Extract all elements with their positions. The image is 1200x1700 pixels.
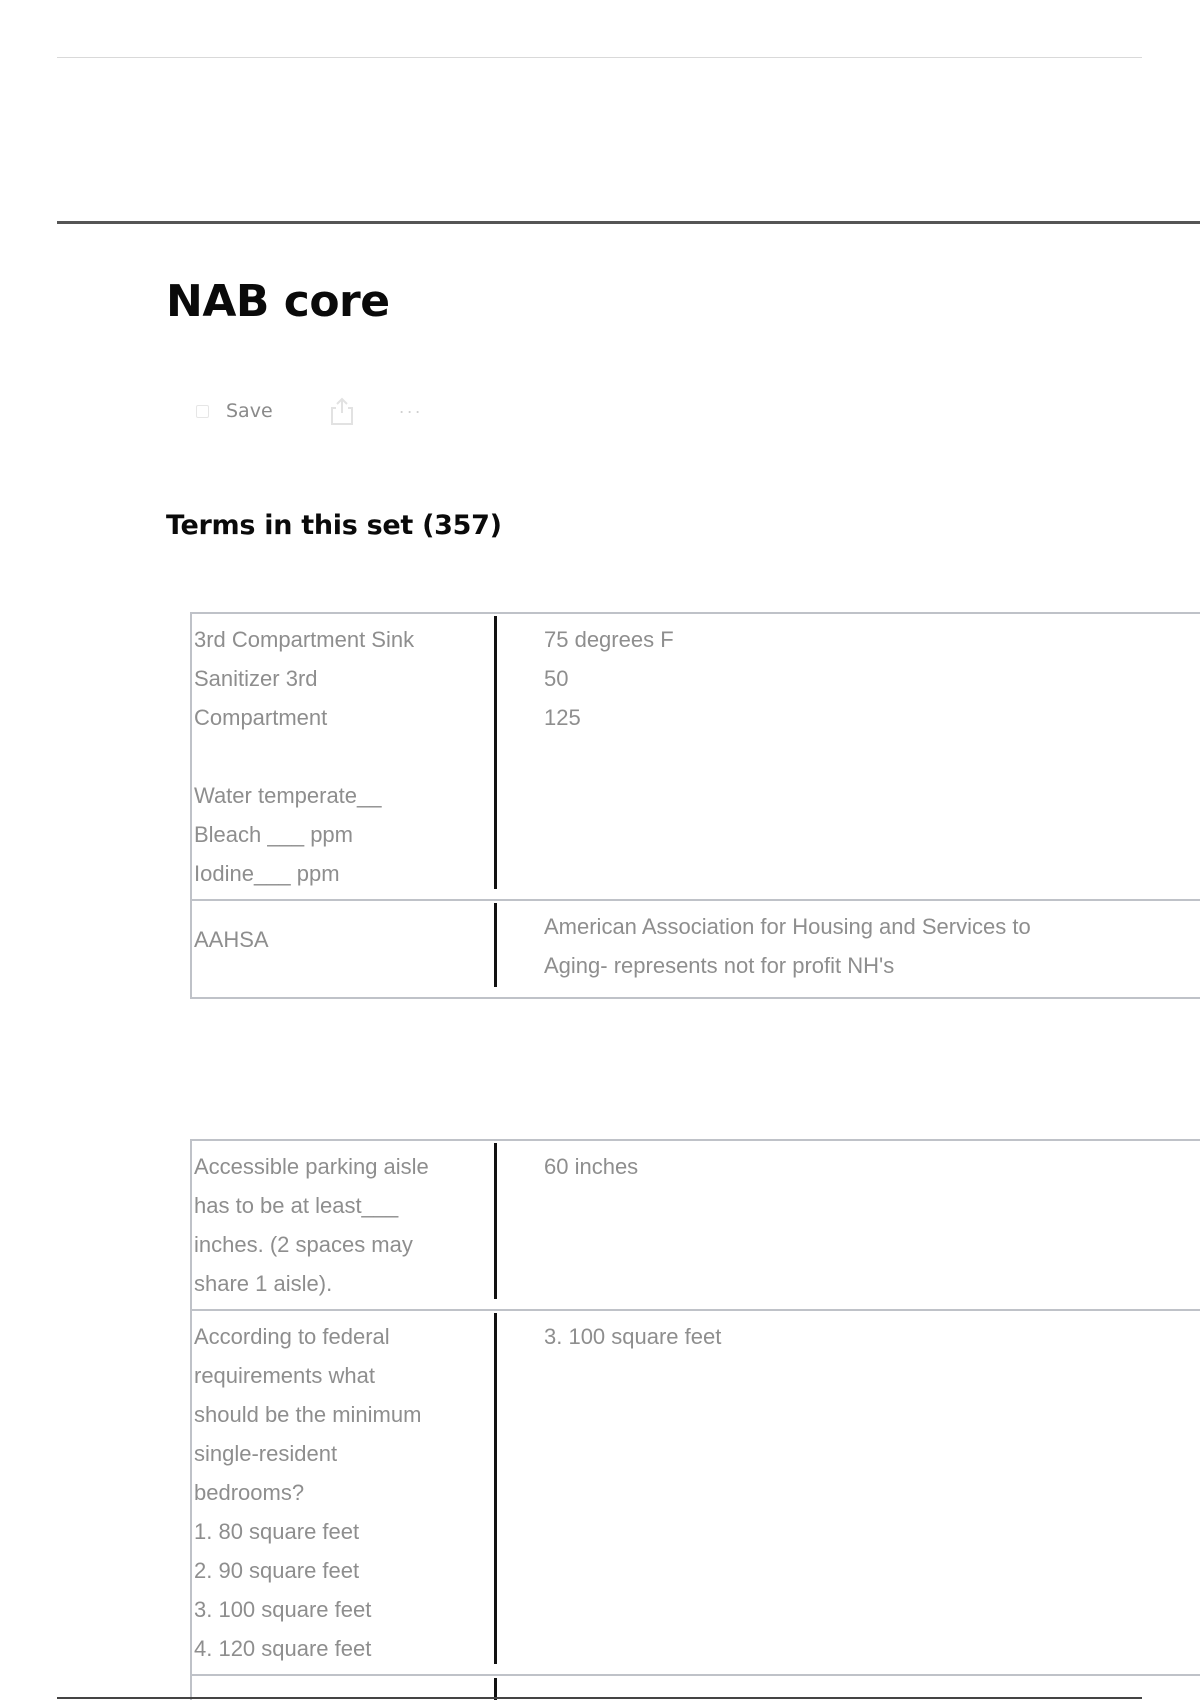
term-definition-divider <box>494 1143 497 1299</box>
definition-text: 3. 100 square feet <box>544 1324 722 1349</box>
bottom-divider <box>57 1697 1142 1699</box>
set-toolbar <box>196 396 423 426</box>
term-card[interactable] <box>192 1311 1200 1676</box>
terms-table <box>190 1139 1200 1700</box>
definition-text: 60 inches <box>544 1154 639 1179</box>
term-text: According to federal requirements what should be the minimum single-resident bedrooms? 1. 80 square feet 2. 90 square feet 3. 100 square feet 4. 120 square feet <box>194 1324 422 1661</box>
header-divider <box>57 221 1200 224</box>
term-card[interactable] <box>192 1141 1200 1311</box>
top-divider <box>57 57 1142 58</box>
terms-count-heading: Terms in this set (357) <box>166 510 502 541</box>
save-checkbox-icon[interactable] <box>196 405 209 418</box>
more-options-icon[interactable]: ··· <box>398 401 423 421</box>
definition-text: 75 degrees F 50 125 <box>544 627 674 730</box>
definition-text: American Association for Housing and Services to Aging- represents not for profit NH's <box>544 914 1031 978</box>
term-card[interactable] <box>192 901 1200 999</box>
term-definition-divider <box>494 616 497 889</box>
save-button[interactable]: Save <box>226 400 273 422</box>
term-definition-divider <box>494 903 497 987</box>
term-text: 3rd Compartment Sink Sanitizer 3rd Compartment Water temperate__ Bleach ___ ppm Iodine___ ppm <box>194 627 415 886</box>
term-text: Accessible parking aisle has to be at least___ inches. (2 spaces may share 1 aisle). <box>194 1154 429 1296</box>
share-icon[interactable] <box>329 396 355 426</box>
page-title: NAB core <box>166 276 390 327</box>
term-definition-divider <box>494 1313 497 1664</box>
terms-table <box>190 612 1200 999</box>
term-card[interactable] <box>192 614 1200 901</box>
term-text: AAHSA <box>194 927 269 952</box>
